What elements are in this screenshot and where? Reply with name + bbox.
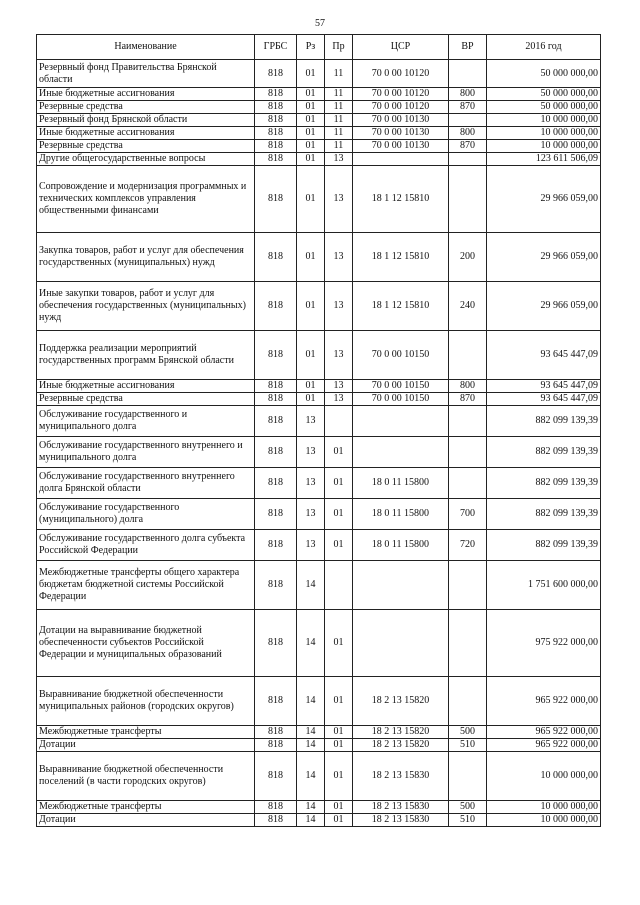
cell-name: Закупка товаров, работ и услуг для обеспечения государственных (муниципальных) нужд	[37, 233, 255, 282]
cell-pr: 13	[325, 166, 353, 233]
cell-csr: 18 1 12 15810	[353, 282, 449, 331]
table-row	[37, 437, 601, 468]
cell-grbs: 818	[255, 140, 297, 153]
cell-csr: 70 0 00 10130	[353, 127, 449, 140]
table-row	[37, 88, 601, 101]
cell-rz: 13	[297, 499, 325, 530]
cell-name: Межбюджетные трансферты	[37, 801, 255, 814]
cell-rz: 14	[297, 610, 325, 677]
cell-grbs: 818	[255, 406, 297, 437]
table-row	[37, 60, 601, 88]
cell-name: Выравнивание бюджетной обеспеченности поселений (в части городских округов)	[37, 752, 255, 801]
cell-name: Дотации	[37, 739, 255, 752]
cell-pr: 13	[325, 153, 353, 166]
cell-pr	[325, 561, 353, 610]
cell-rz: 01	[297, 114, 325, 127]
cell-csr: 70 0 00 10130	[353, 114, 449, 127]
cell-rz: 14	[297, 752, 325, 801]
cell-grbs: 818	[255, 739, 297, 752]
header-rz: Рз	[297, 35, 325, 60]
cell-pr: 13	[325, 331, 353, 380]
cell-amount: 10 000 000,00	[487, 127, 601, 140]
cell-grbs: 818	[255, 468, 297, 499]
cell-pr: 11	[325, 127, 353, 140]
header-year: 2016 год	[487, 35, 601, 60]
cell-csr: 70 0 00 10150	[353, 380, 449, 393]
cell-vr: 510	[449, 739, 487, 752]
cell-name: Резервные средства	[37, 140, 255, 153]
cell-name: Межбюджетные трансферты	[37, 726, 255, 739]
cell-pr: 01	[325, 814, 353, 827]
cell-vr	[449, 166, 487, 233]
cell-vr	[449, 752, 487, 801]
cell-pr: 01	[325, 499, 353, 530]
cell-pr: 01	[325, 530, 353, 561]
header-csr: ЦСР	[353, 35, 449, 60]
table-row	[37, 752, 601, 801]
cell-amount: 882 099 139,39	[487, 468, 601, 499]
cell-rz: 01	[297, 153, 325, 166]
cell-name: Дотации	[37, 814, 255, 827]
cell-pr: 01	[325, 677, 353, 726]
table-row	[37, 814, 601, 827]
cell-vr	[449, 561, 487, 610]
cell-vr	[449, 114, 487, 127]
table-row	[37, 726, 601, 739]
cell-grbs: 818	[255, 499, 297, 530]
cell-rz: 13	[297, 468, 325, 499]
cell-amount: 50 000 000,00	[487, 60, 601, 88]
cell-amount: 1 751 600 000,00	[487, 561, 601, 610]
cell-amount: 965 922 000,00	[487, 726, 601, 739]
cell-rz: 13	[297, 530, 325, 561]
cell-grbs: 818	[255, 752, 297, 801]
cell-csr	[353, 437, 449, 468]
cell-csr	[353, 561, 449, 610]
cell-grbs: 818	[255, 393, 297, 406]
cell-rz: 01	[297, 140, 325, 153]
cell-name: Резервный фонд Брянской области	[37, 114, 255, 127]
cell-csr	[353, 153, 449, 166]
cell-vr: 200	[449, 233, 487, 282]
cell-name: Иные бюджетные ассигнования	[37, 127, 255, 140]
cell-name: Иные закупки товаров, работ и услуг для обеспечения государственных (муниципальных) нужд	[37, 282, 255, 331]
cell-csr: 18 2 13 15830	[353, 814, 449, 827]
cell-name: Сопровождение и модернизация программных и технических комплексов управления общественными финансами	[37, 166, 255, 233]
cell-csr: 18 2 13 15820	[353, 677, 449, 726]
table-row	[37, 380, 601, 393]
cell-rz: 14	[297, 801, 325, 814]
cell-vr: 800	[449, 380, 487, 393]
cell-grbs: 818	[255, 801, 297, 814]
cell-rz: 14	[297, 739, 325, 752]
cell-vr: 870	[449, 393, 487, 406]
cell-name: Резервный фонд Правительства Брянской области	[37, 60, 255, 88]
cell-pr: 11	[325, 114, 353, 127]
table-row	[37, 739, 601, 752]
cell-name: Выравнивание бюджетной обеспеченности муниципальных районов (городских округов)	[37, 677, 255, 726]
cell-rz: 14	[297, 726, 325, 739]
cell-rz: 01	[297, 127, 325, 140]
cell-vr	[449, 468, 487, 499]
cell-rz: 01	[297, 88, 325, 101]
cell-vr	[449, 60, 487, 88]
cell-amount: 93 645 447,09	[487, 380, 601, 393]
cell-rz: 01	[297, 331, 325, 380]
cell-grbs: 818	[255, 610, 297, 677]
cell-vr: 870	[449, 101, 487, 114]
cell-grbs: 818	[255, 153, 297, 166]
table-row	[37, 153, 601, 166]
cell-csr: 70 0 00 10150	[353, 393, 449, 406]
table-row	[37, 561, 601, 610]
table-row	[37, 140, 601, 153]
cell-amount: 29 966 059,00	[487, 282, 601, 331]
cell-pr: 11	[325, 60, 353, 88]
cell-rz: 13	[297, 437, 325, 468]
cell-amount: 93 645 447,09	[487, 331, 601, 380]
cell-amount: 965 922 000,00	[487, 739, 601, 752]
cell-rz: 14	[297, 677, 325, 726]
cell-rz: 01	[297, 60, 325, 88]
cell-grbs: 818	[255, 530, 297, 561]
cell-grbs: 818	[255, 677, 297, 726]
cell-grbs: 818	[255, 114, 297, 127]
cell-pr: 01	[325, 739, 353, 752]
cell-amount: 10 000 000,00	[487, 140, 601, 153]
cell-amount: 965 922 000,00	[487, 677, 601, 726]
cell-vr: 870	[449, 140, 487, 153]
cell-csr	[353, 610, 449, 677]
cell-rz: 14	[297, 561, 325, 610]
table-row	[37, 468, 601, 499]
cell-pr: 11	[325, 101, 353, 114]
cell-csr: 18 1 12 15810	[353, 166, 449, 233]
cell-name: Дотации на выравнивание бюджетной обеспеченности субъектов Российской Федерации и муниципальных образований	[37, 610, 255, 677]
page-number: 57	[315, 18, 325, 29]
cell-pr: 13	[325, 233, 353, 282]
cell-grbs: 818	[255, 60, 297, 88]
table-row	[37, 677, 601, 726]
cell-amount: 10 000 000,00	[487, 752, 601, 801]
cell-name: Иные бюджетные ассигнования	[37, 380, 255, 393]
cell-grbs: 818	[255, 814, 297, 827]
cell-vr: 700	[449, 499, 487, 530]
cell-rz: 01	[297, 380, 325, 393]
header-pr: Пр	[325, 35, 353, 60]
cell-amount: 882 099 139,39	[487, 437, 601, 468]
cell-rz: 01	[297, 282, 325, 331]
budget-table	[36, 34, 601, 827]
cell-name: Обслуживание государственного долга субъекта Российской Федерации	[37, 530, 255, 561]
cell-pr: 13	[325, 380, 353, 393]
cell-vr: 500	[449, 726, 487, 739]
cell-pr: 13	[325, 282, 353, 331]
cell-csr: 70 0 00 10120	[353, 101, 449, 114]
cell-vr	[449, 677, 487, 726]
table-row	[37, 233, 601, 282]
cell-amount: 93 645 447,09	[487, 393, 601, 406]
cell-pr	[325, 406, 353, 437]
cell-vr: 800	[449, 88, 487, 101]
cell-amount: 10 000 000,00	[487, 814, 601, 827]
cell-vr: 500	[449, 801, 487, 814]
table-body	[37, 60, 601, 827]
cell-amount: 123 611 506,09	[487, 153, 601, 166]
cell-grbs: 818	[255, 561, 297, 610]
cell-amount: 29 966 059,00	[487, 233, 601, 282]
cell-vr	[449, 437, 487, 468]
cell-amount: 882 099 139,39	[487, 406, 601, 437]
cell-grbs: 818	[255, 726, 297, 739]
cell-csr: 18 0 11 15800	[353, 468, 449, 499]
cell-pr: 01	[325, 610, 353, 677]
cell-name: Резервные средства	[37, 393, 255, 406]
header-vr: ВР	[449, 35, 487, 60]
table-row	[37, 331, 601, 380]
cell-pr: 01	[325, 726, 353, 739]
table-header	[37, 35, 601, 60]
table-row	[37, 282, 601, 331]
cell-pr: 01	[325, 801, 353, 814]
cell-vr: 510	[449, 814, 487, 827]
header-grbs: ГРБС	[255, 35, 297, 60]
cell-grbs: 818	[255, 282, 297, 331]
cell-rz: 01	[297, 233, 325, 282]
table-row	[37, 499, 601, 530]
table-row	[37, 127, 601, 140]
cell-name: Другие общегосударственные вопросы	[37, 153, 255, 166]
cell-rz: 14	[297, 814, 325, 827]
cell-pr: 01	[325, 752, 353, 801]
table-row	[37, 530, 601, 561]
cell-csr: 18 0 11 15800	[353, 530, 449, 561]
cell-rz: 13	[297, 406, 325, 437]
cell-csr: 18 1 12 15810	[353, 233, 449, 282]
cell-amount: 975 922 000,00	[487, 610, 601, 677]
table-row	[37, 114, 601, 127]
cell-csr: 18 2 13 15820	[353, 739, 449, 752]
cell-csr: 70 0 00 10150	[353, 331, 449, 380]
cell-grbs: 818	[255, 166, 297, 233]
cell-csr: 70 0 00 10120	[353, 88, 449, 101]
cell-amount: 882 099 139,39	[487, 530, 601, 561]
cell-pr: 01	[325, 468, 353, 499]
cell-pr: 11	[325, 140, 353, 153]
cell-pr: 01	[325, 437, 353, 468]
cell-name: Межбюджетные трансферты общего характера бюджетам бюджетной системы Российской Федерации	[37, 561, 255, 610]
cell-grbs: 818	[255, 233, 297, 282]
cell-amount: 50 000 000,00	[487, 88, 601, 101]
cell-csr: 18 2 13 15830	[353, 801, 449, 814]
cell-name: Поддержка реализации мероприятий государственных программ Брянской области	[37, 331, 255, 380]
cell-grbs: 818	[255, 331, 297, 380]
cell-csr: 70 0 00 10130	[353, 140, 449, 153]
cell-amount: 10 000 000,00	[487, 801, 601, 814]
cell-grbs: 818	[255, 380, 297, 393]
cell-pr: 11	[325, 88, 353, 101]
table-row	[37, 801, 601, 814]
cell-vr: 240	[449, 282, 487, 331]
cell-csr: 18 2 13 15830	[353, 752, 449, 801]
cell-vr	[449, 331, 487, 380]
cell-vr	[449, 406, 487, 437]
cell-csr: 70 0 00 10120	[353, 60, 449, 88]
cell-vr: 800	[449, 127, 487, 140]
cell-vr	[449, 153, 487, 166]
table-row	[37, 166, 601, 233]
header-name: Наименование	[37, 35, 255, 60]
cell-name: Резервные средства	[37, 101, 255, 114]
cell-grbs: 818	[255, 101, 297, 114]
cell-name: Обслуживание государственного внутреннего долга Брянской области	[37, 468, 255, 499]
table-row	[37, 610, 601, 677]
cell-grbs: 818	[255, 437, 297, 468]
cell-amount: 10 000 000,00	[487, 114, 601, 127]
cell-name: Иные бюджетные ассигнования	[37, 88, 255, 101]
cell-amount: 882 099 139,39	[487, 499, 601, 530]
cell-vr	[449, 610, 487, 677]
cell-rz: 01	[297, 166, 325, 233]
cell-grbs: 818	[255, 127, 297, 140]
cell-csr	[353, 406, 449, 437]
cell-rz: 01	[297, 101, 325, 114]
cell-amount: 50 000 000,00	[487, 101, 601, 114]
table-row	[37, 101, 601, 114]
cell-name: Обслуживание государственного внутреннего и муниципального долга	[37, 437, 255, 468]
cell-rz: 01	[297, 393, 325, 406]
cell-csr: 18 2 13 15820	[353, 726, 449, 739]
table-row	[37, 393, 601, 406]
cell-vr: 720	[449, 530, 487, 561]
cell-name: Обслуживание государственного (муниципального) долга	[37, 499, 255, 530]
cell-pr: 13	[325, 393, 353, 406]
cell-csr: 18 0 11 15800	[353, 499, 449, 530]
table-row	[37, 406, 601, 437]
cell-grbs: 818	[255, 88, 297, 101]
cell-amount: 29 966 059,00	[487, 166, 601, 233]
cell-name: Обслуживание государственного и муниципального долга	[37, 406, 255, 437]
